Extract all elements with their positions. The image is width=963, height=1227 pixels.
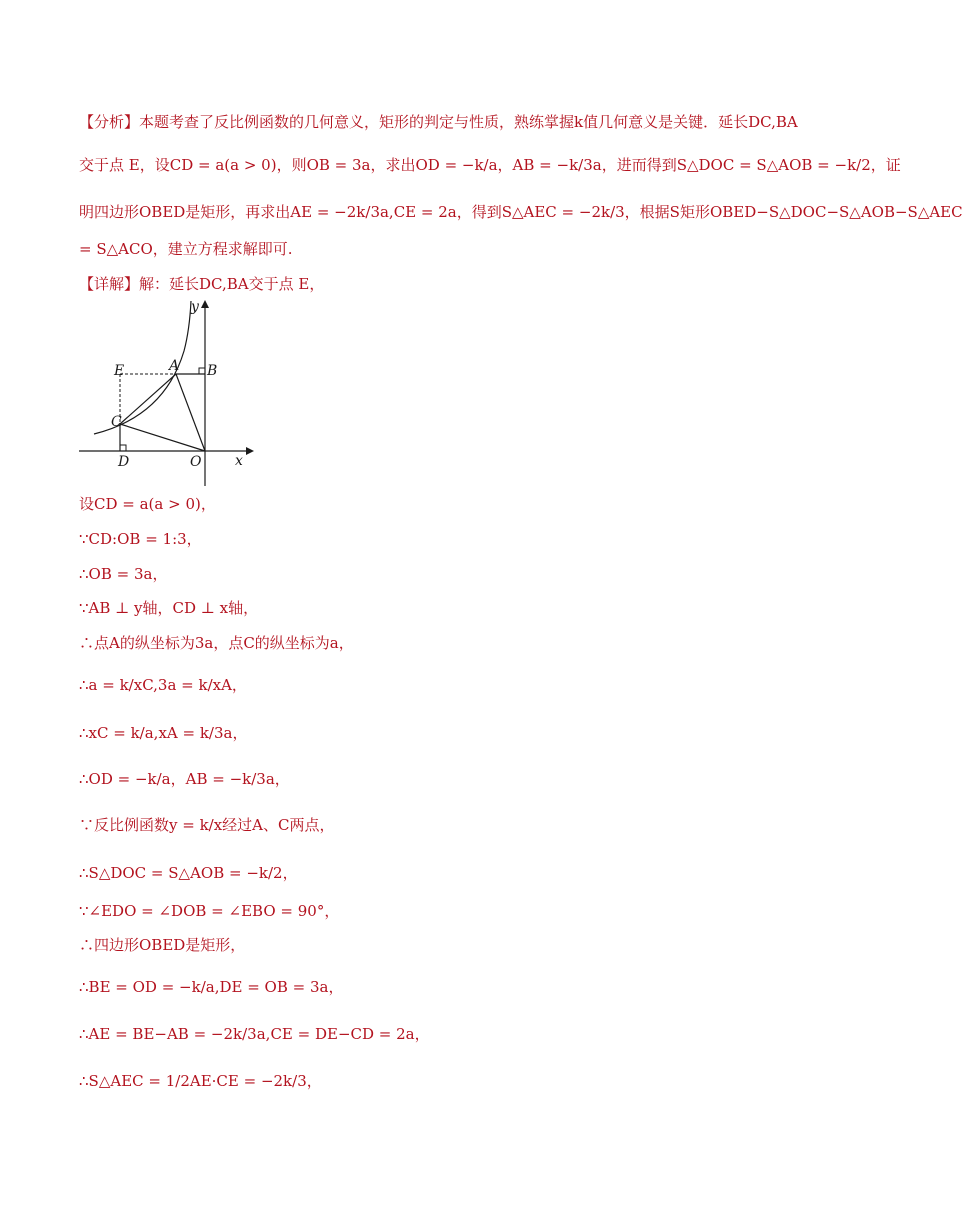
- label-y: y: [191, 299, 199, 315]
- analysis-line-4: = S△ACO，建立方程求解即可.: [79, 240, 293, 258]
- label-E: E: [114, 363, 125, 379]
- step-7: ∴xC = k/a,xA = k/3a，: [79, 724, 248, 742]
- analysis-line-1: [79, 112, 798, 132]
- analysis-line-2: 交于点 E，设CD = a(a > 0)，则OB = 3a，求出OD = −k/a，AB = −k/3a，进而得到S△DOC = S△AOB = −k/2，证: [79, 156, 901, 174]
- label-A: A: [169, 358, 180, 374]
- label-O: O: [190, 454, 202, 470]
- step-9: ∵反比例函数y = k/x经过A、C两点，: [79, 816, 335, 834]
- step-15: ∴S△AEC = 1/2AE·CE = −2k/3，: [79, 1072, 322, 1090]
- right-angle-D-icon: [120, 445, 126, 451]
- detail-intro: 解：延长DC,BA交于点 E，: [139, 275, 325, 293]
- right-angle-B-icon: [199, 368, 205, 374]
- detail-line: [79, 274, 324, 294]
- step-3: ∴OB = 3a，: [79, 565, 168, 583]
- step-2: ∵CD:OB = 1:3，: [79, 530, 202, 548]
- geometry-figure: [74, 296, 254, 491]
- step-4: ∵AB ⊥ y轴，CD ⊥ x轴，: [79, 599, 259, 617]
- line-AO: [176, 374, 205, 451]
- step-5: ∴点A的纵坐标为3a，点C的纵坐标为a，: [79, 634, 354, 652]
- line-CO: [120, 424, 205, 451]
- analysis-text-1: 本题考查了反比例函数的几何意义，矩形的判定与性质，熟练掌握k值几何意义是关键．延长DC,BA: [139, 113, 798, 131]
- analysis-tag: 【分析】: [79, 113, 140, 131]
- analysis-line-3: 明四边形OBED是矩形，再求出AE = −2k/3a,CE = 2a，得到S△AEC = −2k/3，根据S矩形OBED−S△DOC−S△AOB−S△AEC: [79, 203, 963, 221]
- step-6: ∴a = k/xC,3a = k/xA，: [79, 676, 247, 694]
- step-14: ∴AE = BE−AB = −2k/3a,CE = DE−CD = 2a，: [79, 1025, 430, 1043]
- x-axis-arrow-icon: [246, 447, 254, 455]
- step-13: ∴BE = OD = −k/a,DE = OB = 3a，: [79, 978, 344, 996]
- step-12: ∴四边形OBED是矩形，: [79, 936, 246, 954]
- label-D: D: [118, 454, 130, 470]
- label-B: B: [207, 363, 218, 379]
- label-x: x: [235, 453, 243, 469]
- detail-tag: 【详解】: [79, 275, 140, 293]
- label-C: C: [111, 414, 122, 430]
- step-8: ∴OD = −k/a，AB = −k/3a，: [79, 770, 290, 788]
- step-11: ∵∠EDO = ∠DOB = ∠EBO = 90°，: [79, 902, 340, 920]
- step-10: ∴S△DOC = S△AOB = −k/2，: [79, 864, 298, 882]
- y-axis-arrow-icon: [201, 300, 209, 308]
- line-AC: [120, 374, 176, 424]
- step-1: 设CD = a(a > 0)，: [79, 495, 216, 513]
